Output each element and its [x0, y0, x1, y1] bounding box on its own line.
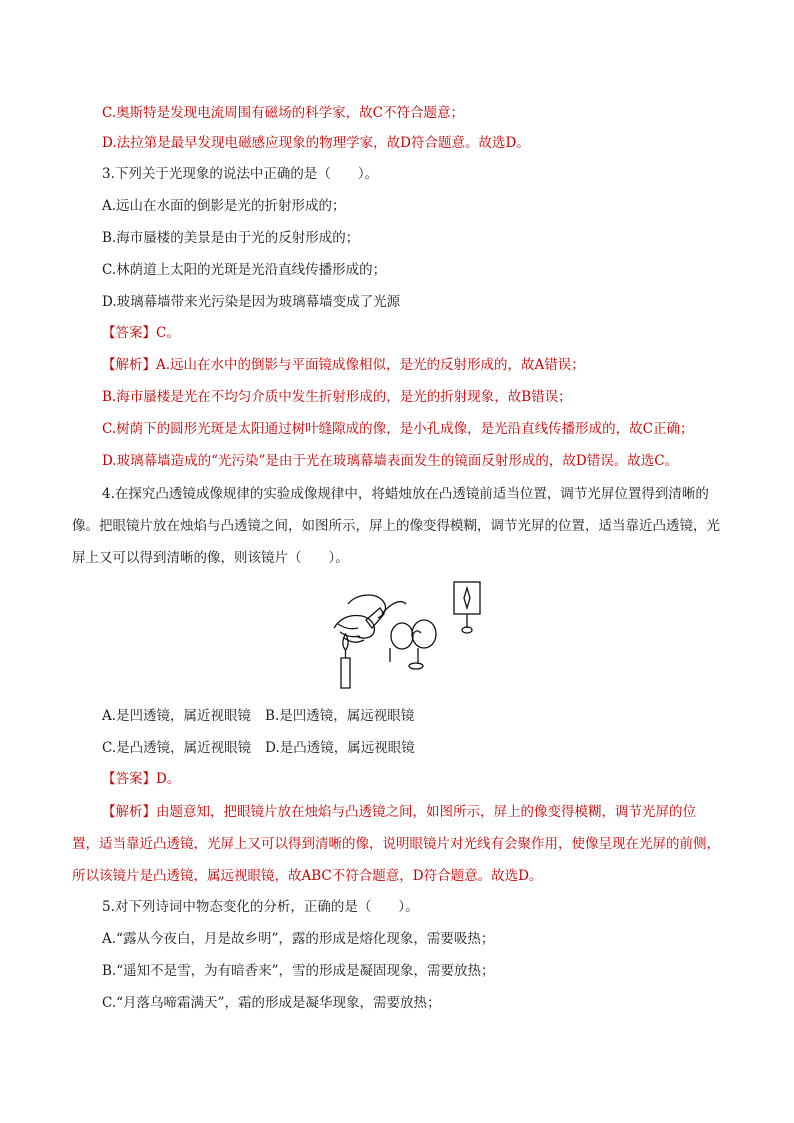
analysis-text: A.远山在水中的倒影与平面镜成像相似，是光的反射形成的，故A错误； [156, 357, 585, 373]
q4-answer [102, 769, 180, 789]
analysis-text: 由题意知，把眼镜片放在烛焰与凸透镜之间，如图所示，屏上的像变得模糊，调节光屏的位置，适当靠近凸透镜，光屏上又可以得到清晰的像，说明眼镜片对光线有会聚作用，使像呈现在光屏的前侧，所以该镜片是凸透镜，属远视眼镜，故ABC不符合题意，D符合题意。故选D。 [72, 804, 720, 884]
q5-option-a: A.“露从今夜白，月是故乡明”，露的形成是熔化现象，需要吸热； [102, 931, 495, 947]
analysis-tag: 【解析】 [102, 357, 156, 373]
q4-option-a: A.是凹透镜，属近视眼镜 [102, 708, 252, 724]
q3-answer [102, 323, 180, 343]
answer-tag: 【答案】 [102, 771, 156, 787]
q2-option-c-analysis: C.奥斯特是发现电流周围有磁场的科学家，故C不符合题意； [102, 105, 464, 121]
q3-analysis-d: D.玻璃幕墙造成的“光污染”是由于光在玻璃幕墙表面发生的镜面反射形成的，故D错误。故选C。 [102, 453, 679, 469]
q4-analysis [72, 796, 722, 892]
q3-option-c: C.林荫道上太阳的光斑是光沿直线传播形成的； [102, 262, 387, 278]
answer-value: C。 [156, 325, 180, 341]
q5-option-b: B.“遥知不是雪，为有暗香来”，雪的形成是凝固现象，需要放热； [102, 963, 495, 979]
q3-option-d: D.玻璃幕墙带来光污染是因为玻璃幕墙变成了光源 [102, 294, 401, 310]
q3-analysis-c: C.树荫下的圆形光斑是太阳通过树叶缝隙成的像，是小孔成像，是光沿直线传播形成的，故C正确； [102, 421, 694, 437]
q2-option-d-analysis: D.法拉第是最早发现电磁感应现象的物理学家，故D符合题意。故选D。 [102, 135, 530, 151]
q4-options-cd [102, 738, 415, 758]
q4-option-d: D.是凸透镜，属远视眼镜 [265, 740, 415, 756]
q4-option-b: B.是凹透镜，属远视眼镜 [265, 708, 415, 724]
q3-option-a: A.远山在水面的倒影是光的折射形成的； [102, 198, 346, 214]
q5-stem: 5.对下列诗词中物态变化的分析，正确的是（ ）。 [102, 899, 419, 915]
convex-lens-experiment-figure [326, 578, 486, 690]
q4-option-c: C.是凸透镜，属近视眼镜 [102, 740, 252, 756]
analysis-tag: 【解析】 [102, 804, 156, 820]
answer-tag: 【答案】 [102, 325, 156, 341]
answer-value: D。 [156, 771, 181, 787]
q4-options-ab [102, 706, 414, 726]
q4-stem: 4.在探究凸透镜成像规律的实验成像规律中，将蜡烛放在凸透镜前适当位置，调节光屏位置得到清晰的像。把眼镜片放在烛焰与凸透镜之间，如图所示，屏上的像变得模糊，调节光屏的位置，适当靠近凸透镜，光屏上又可以得到清晰的像，则该镜片（ ）。 [72, 486, 720, 566]
q3-stem: 3.下列关于光现象的说法中正确的是（ ）。 [102, 166, 379, 182]
q3-option-b: B.海市蜃楼的美景是由于光的反射形成的； [102, 230, 360, 246]
q5-option-c: C.“月落乌啼霜满天”，霜的形成是凝华现象，需要放热； [102, 995, 441, 1011]
q3-analysis-b: B.海市蜃楼是光在不均匀介质中发生折射形成的，是光的折射现象，故B错误； [102, 389, 572, 405]
q3-analysis-a [102, 355, 585, 375]
